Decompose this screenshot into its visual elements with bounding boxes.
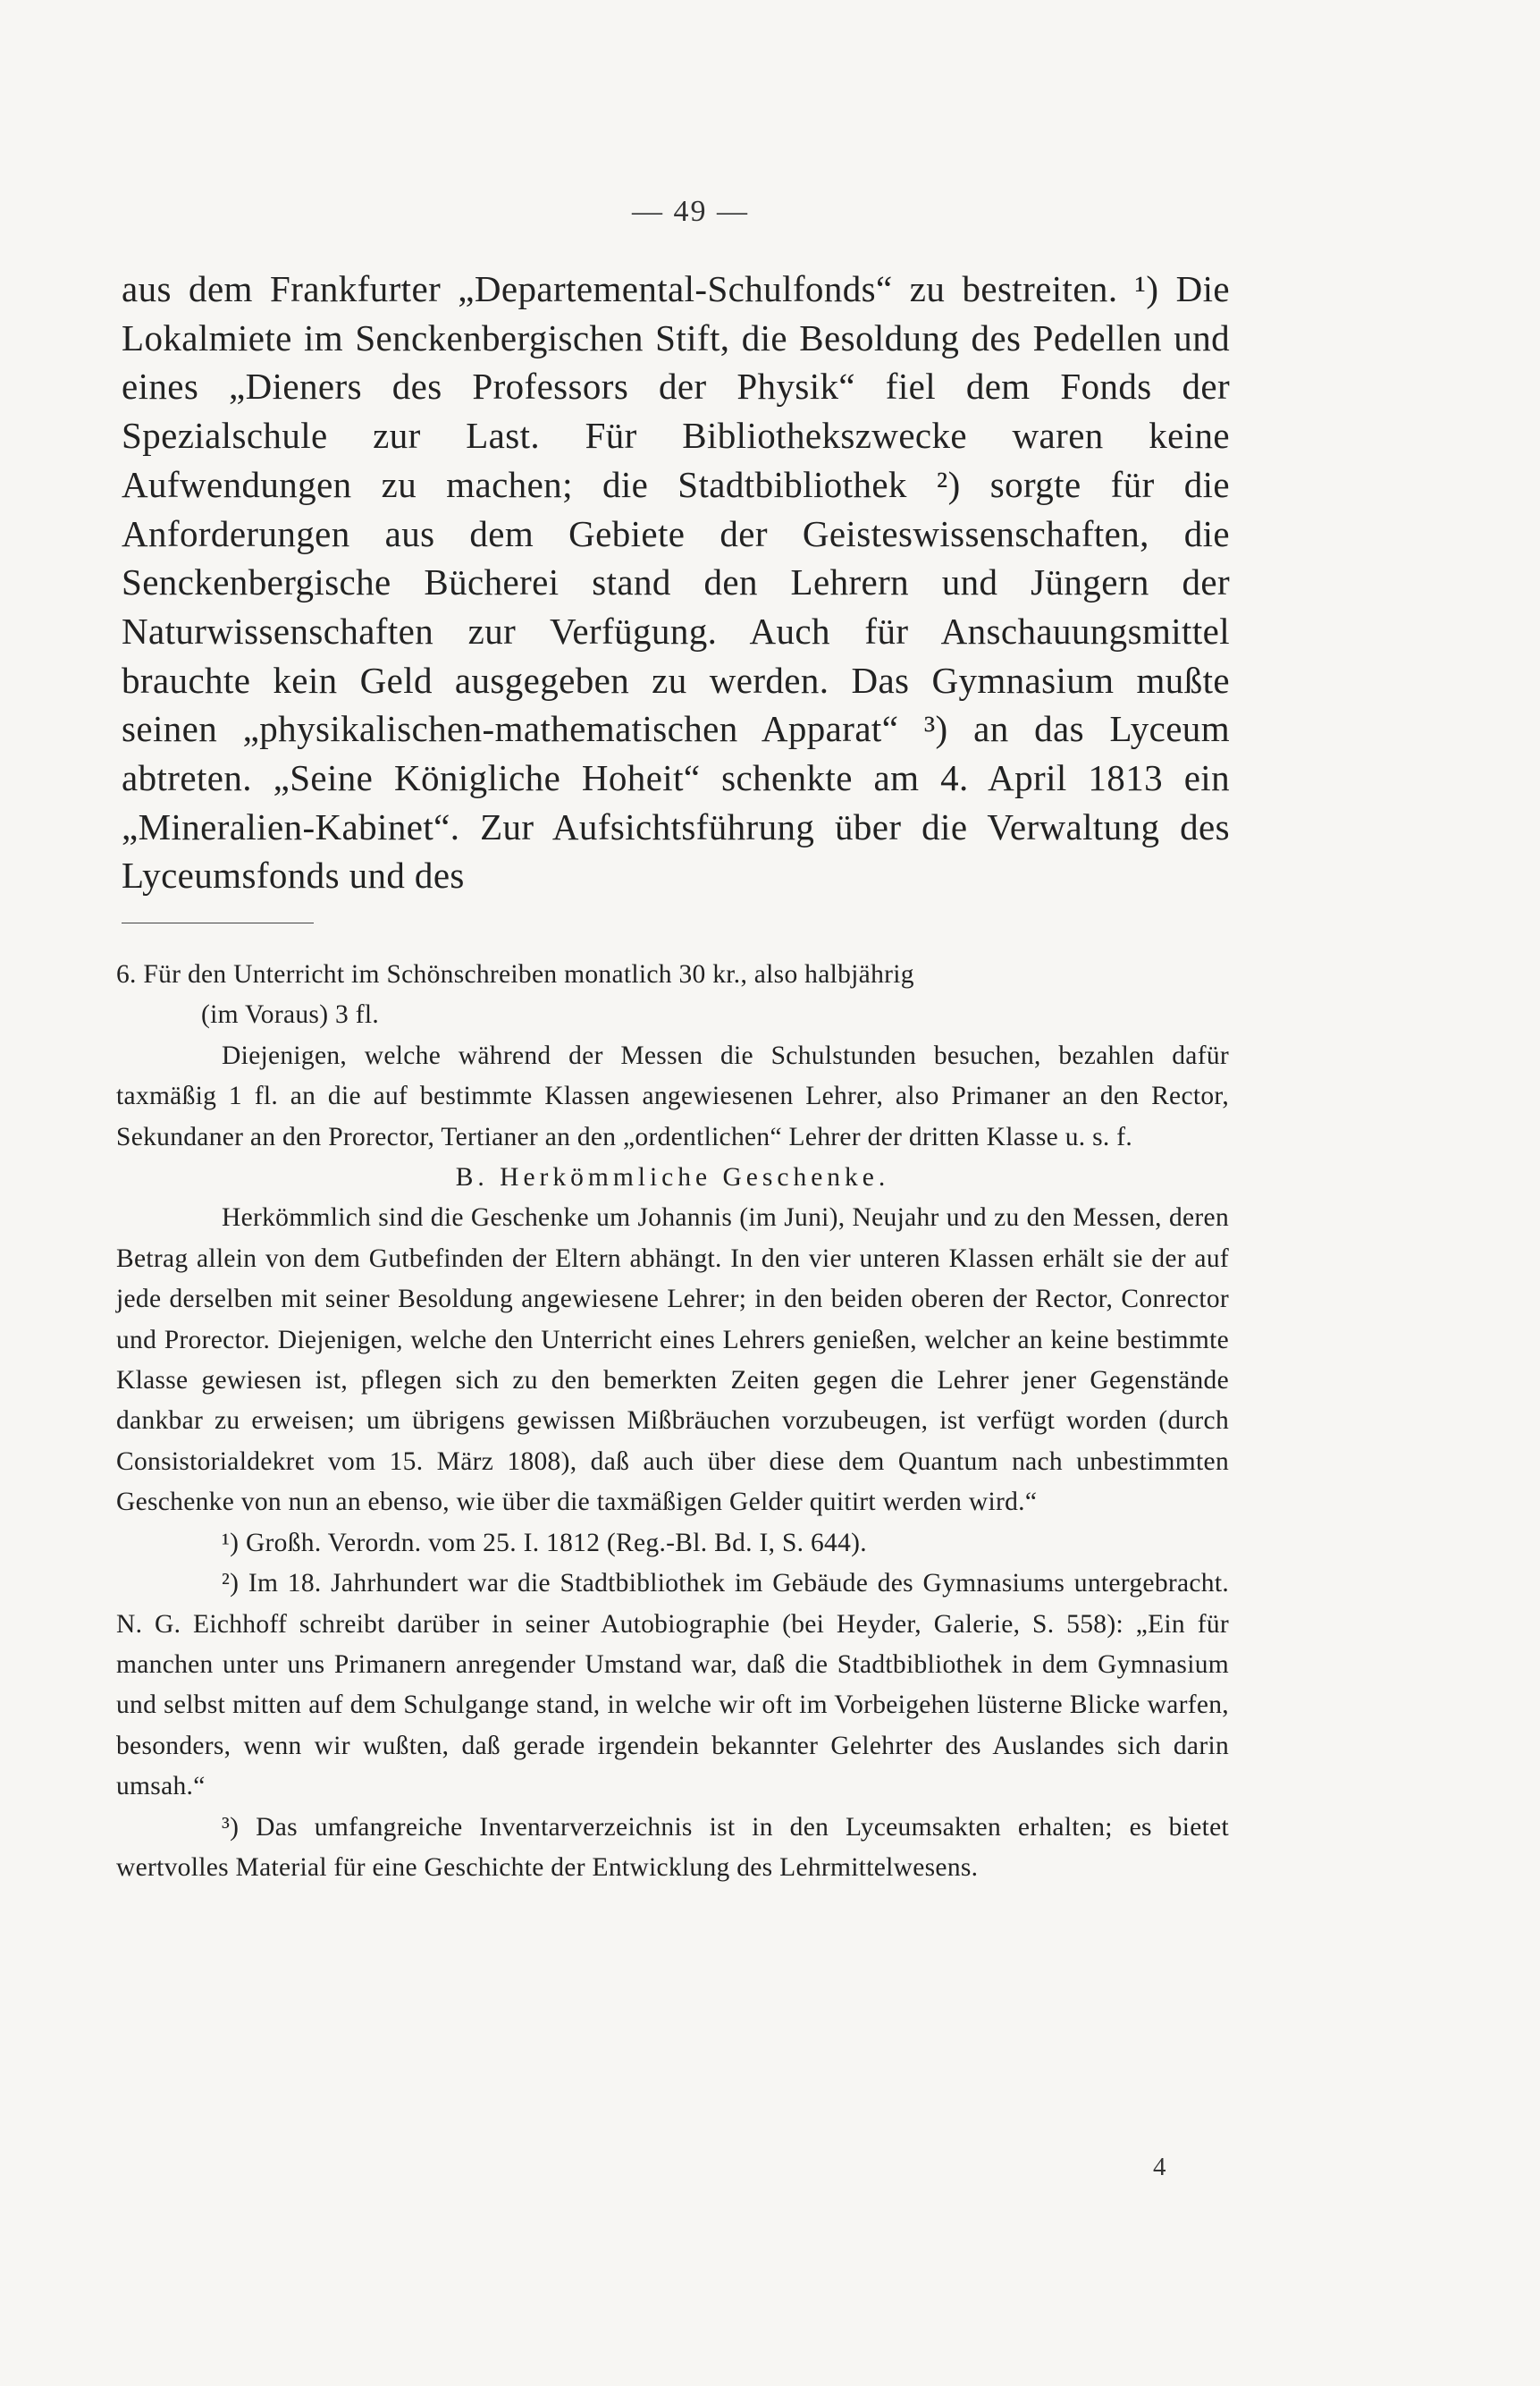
footnote-1: ¹) Großh. Verordn. vom 25. I. 1812 (Reg.-Bl. Bd. I, S. 644). — [222, 1528, 867, 1557]
footnotes-section — [116, 955, 1229, 1888]
paragraph-herkoemmlich: Herkömmlich sind die Geschenke um Johannis (im Juni), Neujahr und zu den Messen, deren Betrag allein von dem Gutbefinden der Eltern abhängt. In den vier unteren Klassen erhält sie der auf jede derselben mit seiner Besoldung angewiesene Lehrer; in den beiden oberen der Rector, Conrector und Prorector. Diejenigen, welche den Unterricht eines Lehrers genießen, welcher an keine bestimmte Klasse gewiesen ist, pflegen sich zu den bemerkten Zeiten gegen die Lehrer jener Gegenstände dankbar zu erweisen; um übrigens gewissen Mißbräuchen vorzubeugen, ist verfügt worden (durch Consistorialdekret vom 15. März 1808), daß auch über diese dem Quantum nach unbestimmten Geschenke von nun an ebenso, wie über die taxmäßigen Gelder quitirt werden wird.“ — [116, 1203, 1229, 1517]
footnote-2: ²) Im 18. Jahrhundert war die Stadtbibliothek im Gebäude des Gymnasiums untergebracht. N. G. Eichhoff schreibt darüber in seiner Autobiographie (bei Heyder, Galerie, S. 558): „Ein für manchen unter uns Primanern anregender Umstand war, daß die Stadtbibliothek in dem Gymnasium und selbst mitten auf dem Schulgange stand, in welche wir oft im Vorbeigehen lüsterne Blicke warfen, besonders, wenn wir wußten, daß gerade irgendein bekannter Gelehrter des Auslandes sich darin umsah.“ — [116, 1569, 1229, 1801]
paragraph-diejenigen: Diejenigen, welche während der Messen die Schulstunden besuchen, bezahlen dafür taxmäßig 1 fl. an die auf bestimmte Klassen angewiesenen Lehrer, also Primaner an den Rector, Sekundaner an den Prorector, Tertianer an den „ordentlichen“ Lehrer der dritten Klasse u. s. f. — [116, 1041, 1229, 1151]
signature-mark: 4 — [1153, 2153, 1166, 2181]
main-body-text — [122, 265, 1230, 900]
item-6-line-2: (im Voraus) 3 fl. — [201, 1000, 380, 1030]
main-paragraph: aus dem Frankfurter „Departemental-Schulfonds“ zu bestreiten. ¹) Die Lokalmiete im Senckenbergischen Stift, die Besoldung des Pedellen und eines „Dieners des Professors der Physik“ fiel dem Fonds der Spezialschule zur Last. Für Bibliothekszwecke waren keine Aufwendungen zu machen; die Stadtbibliothek ²) sorgte für die Anforderungen aus dem Gebiete der Geisteswissenschaften, die Senckenbergische Bücherei stand den Lehrern und Jüngern der Naturwissenschaften zur Verfügung. Auch für Anschauungsmittel brauchte kein Geld ausgegeben zu werden. Das Gymnasium mußte seinen „physikalischen-mathematischen Apparat“ ³) an das Lyceum abtreten. „Seine Königliche Hoheit“ schenkte am 4. April 1813 ein „Mineralien-Kabinet“. Zur Aufsichtsführung über die Verwaltung des Lyceumsfonds und des — [122, 268, 1230, 897]
section-heading-b: B. Herkömmliche Geschenke. — [455, 1163, 890, 1193]
page-number: — 49 — — [632, 195, 749, 228]
item-6-line-1: 6. Für den Unterricht im Schönschreiben monatlich 30 kr., also halbjährig — [116, 960, 914, 989]
footnote-3: ³) Das umfangreiche Inventarverzeichnis ist in den Lyceumsakten erhalten; es bietet wertvolles Material für eine Geschichte der Entwicklung des Lehrmittelwesens. — [116, 1812, 1229, 1882]
